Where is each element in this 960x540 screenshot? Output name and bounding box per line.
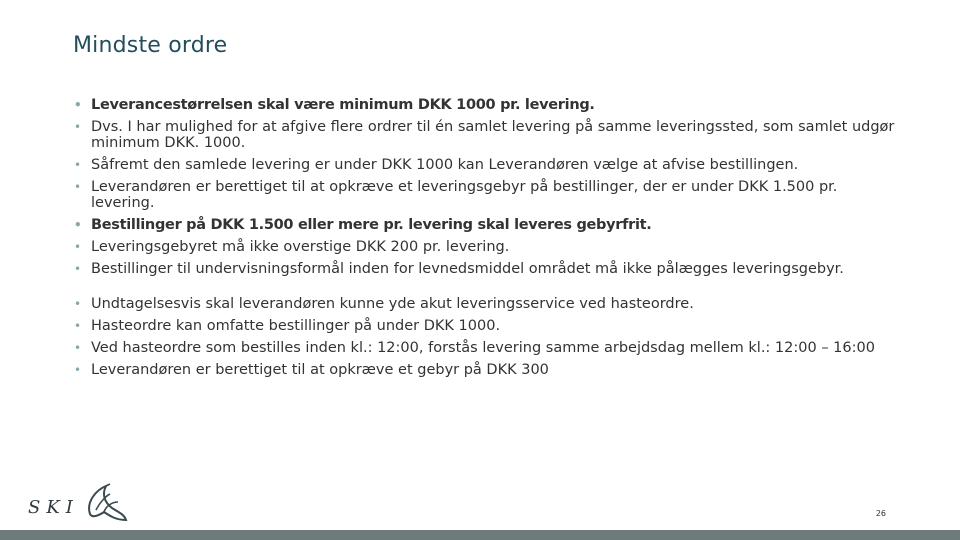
bullet-item: • Bestillinger på DKK 1.500 eller mere pr. levering skal leveres gebyrfrit. bbox=[72, 217, 902, 233]
bullet-item: • Hasteordre kan omfatte bestillinger på under DKK 1000. bbox=[72, 318, 902, 334]
ski-logo-mark-icon bbox=[80, 480, 130, 524]
page-number: 26 bbox=[875, 509, 886, 518]
bullet-list bbox=[72, 97, 902, 384]
bullet-item: • Ved hasteordre som bestilles inden kl.: 12:00, forstås levering samme arbejdsdag mellem kl.: 12:00 – 16:00 bbox=[72, 340, 902, 356]
slide-title: Mindste ordre bbox=[73, 33, 228, 58]
bullet-item: • Dvs. I har mulighed for at afgive flere ordrer til én samlet levering på samme leveringssted, som samlet udgør minimum DKK. 1000. bbox=[72, 119, 902, 151]
bullet-item: • Såfremt den samlede levering er under DKK 1000 kan Leverandøren vælge at afvise bestillingen. bbox=[72, 157, 902, 173]
logo-text: SKI bbox=[28, 497, 79, 518]
bullet-item: • Leverancestørrelsen skal være minimum DKK 1000 pr. levering. bbox=[72, 97, 902, 113]
bullet-item: • Leveringsgebyret må ikke overstige DKK 200 pr. levering. bbox=[72, 239, 902, 255]
bullet-item: • Bestillinger til undervisningsformål inden for levnedsmiddel området må ikke pålægges leveringsgebyr. bbox=[72, 261, 902, 277]
ski-logo bbox=[28, 480, 128, 524]
bullet-item: • Leverandøren er berettiget til at opkræve et leveringsgebyr på bestillinger, der er under DKK 1.500 pr. levering. bbox=[72, 179, 902, 211]
footer-bar bbox=[0, 530, 960, 540]
bullet-item: • Undtagelsesvis skal leverandøren kunne yde akut leveringsservice ved hasteordre. bbox=[72, 296, 902, 312]
bullet-item: • Leverandøren er berettiget til at opkræve et gebyr på DKK 300 bbox=[72, 362, 902, 378]
